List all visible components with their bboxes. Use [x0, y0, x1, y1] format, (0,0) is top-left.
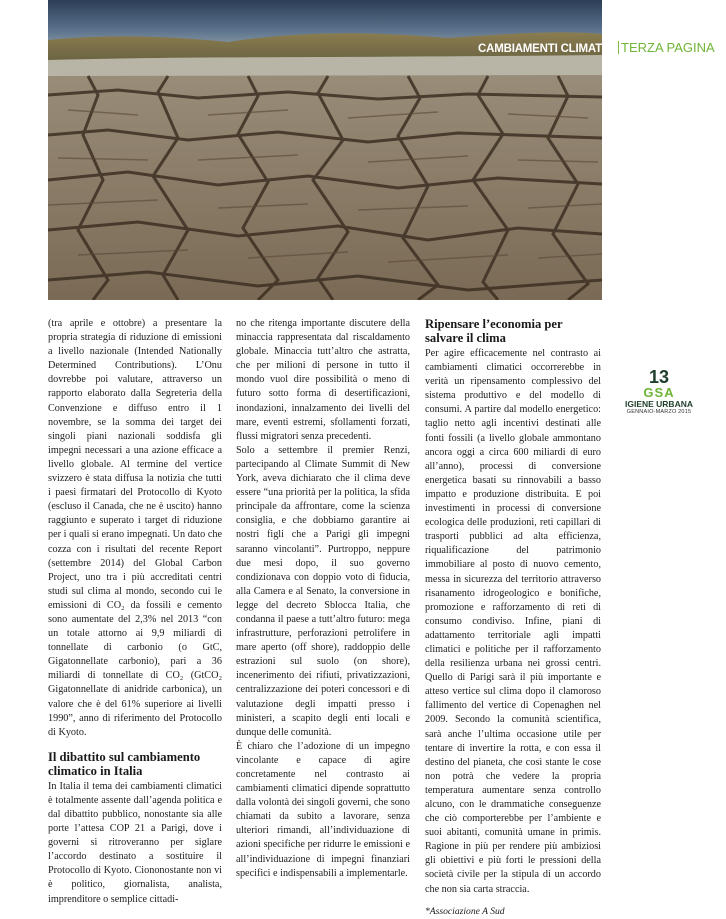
section-heading: Il dibattito sul cambiamento climatico in Italia: [48, 749, 201, 778]
page-section-title: TERZA PAGINA: [621, 40, 715, 55]
folio-box: [609, 368, 709, 416]
article-paragraph: Per agire efficacemente nel contrasto ai cambiamenti climatici occorrerebbe in verità un ripensamento complessivo del sistema produttivo e del modello di consumi. A partire dal modello energetico: taglio netto agli incentivi destinati alle fonti fossili (a livello globale ammontano ancora oggi a circa 600 miliardi di euro all’anno), processi di conversione energetica basati su rinnovabili a basso impatto e produzione distribuita. E poi investimenti in processi di conversione ecologica delle produzioni, reti capillari di trasporti pubblici ad alta efficienza, riqualificazione del patrimonio immobiliare al posto di nuovo cemento, messa in sicurezza del territorio attraverso risanamento idrogeologico e bonifiche, promozione e rafforzamento di reti di consumo condiviso. Infine, piani di adattamento territoriale agli impatti climatici e politiche per il rafforzamento della resilienza urbana nei grossi centri. Quello di Parigi sarà il più importante e atteso vertice sul clima dopo il clamoroso fallimento del vertice di Copenaghen nel 2009. Secondo la comunità scientifica, sarà anche l’ultima occasione utile per tentare di invertire la rotta, e con essa il destino del pianeta, che così stante le cose non potrà che vedere la propria temperatura aumentare senza controllo alcuno, con le drammatiche conseguenze che ciò comporterebbe per l’ambiente e suoi abitanti, comunità umane in primis. Ragione in più per rendere più ambiziosi gli obiettivi e più forti le pressioni della società civile per la stipula di un accordo che non sia carta straccia.: [425, 348, 601, 895]
article-column-2: [236, 317, 410, 881]
article-paragraph: In Italia il tema dei cambiamenti climatici è totalmente assente dall’agenda politica e dal dibattito pubblico, nonostante sia alle porte l’attesa COP 21 a Parigi, dove i governi si ritroveranno per siglare l’accordo destinato a sostituire il Protocollo di Kyoto. Ciononostante non vi è politico, giornalista, analista, imprenditore o semplice cittadi-: [48, 780, 222, 905]
brand-logo: GSA: [643, 385, 675, 400]
section-heading: Ripensare l’economia per salvare il clima: [425, 317, 563, 345]
author-footnote: *Associazione A Sud: [425, 905, 505, 917]
header-divider: [618, 41, 619, 54]
page-number: 13: [648, 367, 670, 387]
magazine-name: IGIENE URBANA: [624, 399, 693, 409]
section-title: CAMBIAMENTI CLIMATICI: [478, 43, 617, 55]
article-paragraph: no che ritenga importante discutere della minaccia rappresentata dal riscaldamento globale. Minaccia tutt’altro che astratta, che per milioni di persone in tutto il mondo vuol dire possibilità o meno di futuro sotto forma di desertificazioni, inondazioni, innalzamento dei livelli del mare, eventi estremi, sfollamenti forzati, flussi migratori senza precedenti.: [236, 318, 410, 442]
page-header: [478, 40, 715, 60]
article-paragraph: Solo a settembre il premier Renzi, partecipando al Climate Summit di New York, aveva dichiarato che il clima deve essere “una priorità per la politica, la sfida principale da affrontare, come la scienza consiglia, e che dobbiamo garantire ai nostri figli che a Parigi gli impegni saranno vincolanti”. Purtroppo, neppure due mesi dopo, il suo governo condizionava con doppio voto di fiducia, alla Camera e al Senato, la conversione in legge del decreto Sblocca Italia, che condanna il paese a tutt’altro futuro: mega infrastrutture, perforazioni petrolifere in mare aperto (off shore), raddoppio delle estrazioni sul suolo (on shore), incenerimento dei rifiuti, privatizzazioni, centralizzazione dei poteri concessori e di valutazione degli impatti presso i ministeri, a scapito degli enti locali e dunque delle comunità.: [236, 444, 410, 738]
article-paragraph: È chiaro che l’adozione di un impegno vincolante e capace di agire concretamente nel contrasto ai cambiamenti climatici dipende soprattutto dalla volontà dei singoli governi, che sono chiamati da subito a lavorare, senza ulteriori rimandi, all’individuazione di azioni specifiche per ridurre le emissioni e all’individuazione di impegni finanziari specifici e indispensabili a implementarle.: [236, 740, 410, 879]
issue-date: GENNAIO-MARZO 2015: [626, 409, 692, 415]
article-paragraph: (tra aprile e ottobre) a presentare la propria strategia di riduzione di emissioni a livello nazionale (Intended Nationally Determined Contributions). L’Onu dovrebbe poi valutare, attraverso un rapporto elaborato dalla Segreteria della Convenzione e diffuso entro il 1 novembre, se la somma dei target dei singoli piani nazionali soddisfa gli impegni necessari a una azione efficace a livello globale. Al termine del vertice svizzero è stata diffusa la notizia che tutti i paesi firmatari del Protocollo di Kyoto (escluso il Canada, che ne è uscito) hanno raggiunto e superato i target di riduzione per i quali si erano impegnati. Un dato che cozza con i risultati del recente Report (settembre 2014) del Global Carbon Project, uno tra i più accreditati centri studi sul clima al mondo, secondo cui le emissioni di CO₂ da fossili e cemento sono aumentate del 2,3% nel 2013 “con un totale attorno ai 9,9 miliardi di tonnellate di carbonio (o GtC, Gigatonnellate carbonio), pari a 36 miliardi di tonnellate di CO₂ (GtCO₂ Gigatonnellate di anidride carbonica), un valore che è del 61% superiore ai livelli 1990”, anno di riferimento del Protocollo di Kyoto.: [48, 318, 222, 738]
article-column-1: [48, 317, 222, 907]
article-column-3: [425, 317, 601, 919]
